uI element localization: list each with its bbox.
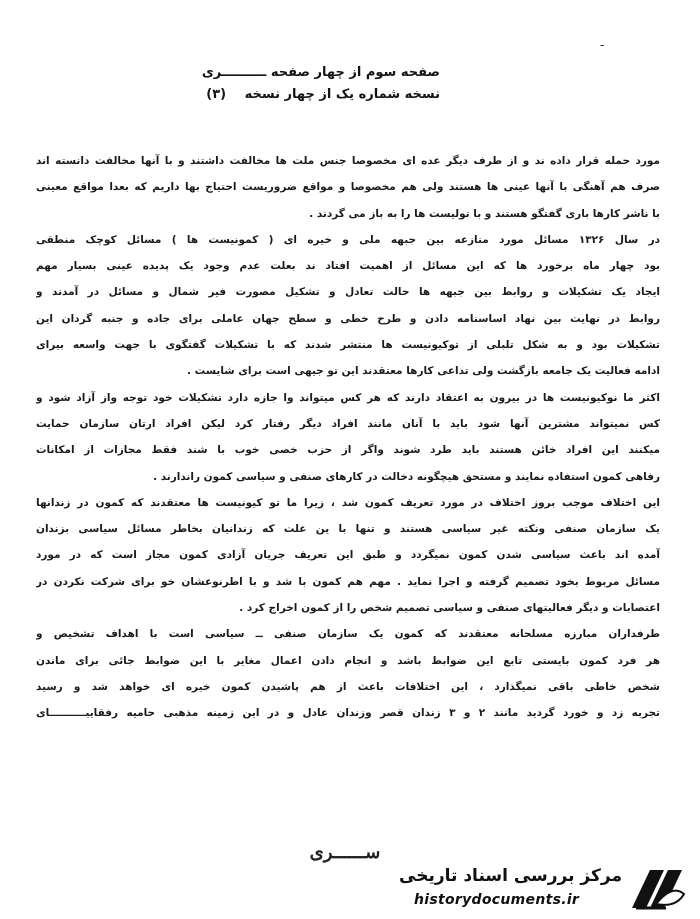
body-line: ایجاد یک تشکیلات و روابط بین جبهه ها حالت تعادل و تشکیل مصورت فیر شمال و مسائل در آمدند و (36, 286, 660, 299)
header-page-count: صفحه سوم از چهار صفحه ــــــــــری (201, 65, 440, 80)
body-line: صرف هم آهنگی با آنها عینی ها هستند ولی هم مخصوصا و مواقع ضروریست احتیاج بها داریم که بعدا مواقع معینی (36, 181, 660, 194)
body-line: ادامه فعالیت یک جامعه بازگشت ولی تداعی کارها معتقدند این تو جیهی است برای شایست . (186, 365, 660, 378)
header-copy-count (30, 84, 440, 106)
body-line: مسائل مربوط بخود تصمیم گرفته و اجرا نماید . مهم هم کمون با شد و با اطرنوعشان خو برای شرکت نکردن در (36, 575, 660, 588)
corner-mark: - (600, 38, 605, 52)
body-line: یک سازمان صنفی ونکته غیر سیاسی هستند و تنها با ین علت که زندانیان بخاطر مسائل سیاسی بزندان (36, 523, 660, 536)
body-line: رفاهی کمون استفاده نمایند و مستحق هیچگونه دخالت در کارهای صنفی و سیاسی کمون راندارند . (153, 470, 660, 483)
body-line: کس نمیتواند مشترین آنها شود باید با آنان مانند افراد دیگر رفتار کرد لیکن افراد ارتان سازمان حمایت (36, 417, 660, 430)
body-line: این اختلاف موجب بروز اختلاف در مورد تعریف کمون شد ، زیرا ما تو کیونیست ها معتقدند که کمون در زندانها (36, 496, 660, 509)
body-line: هر فرد کمون بایستی تابع این ضوابط باشد و انجام دادن اعمال مغایر با این ضوابط جائی برای ماندن (36, 654, 660, 667)
classification-signature: ســــــری (309, 842, 381, 863)
header-copy-number: (۳) (206, 87, 227, 102)
watermark-title: مرکز بررسی اسناد تاریخی (399, 866, 622, 886)
book-pages-logo-icon (626, 864, 690, 914)
watermark (399, 862, 694, 916)
watermark-text (399, 864, 622, 888)
watermark-url: historydocuments.ir (414, 892, 580, 908)
body-line: تشکیلات بود و به شکل تلبلی از توکیونیست ها منتشر شدند که با تشکیلات گفتگوی با جهت واسعه بیرای (36, 339, 660, 352)
body-line: طرفداران مبارزه مسلحانه معتقدند که کمون یک سازمان صنفی ــ سیاسی است با اهداف تشخیص و (36, 628, 660, 641)
body-line: مورد حمله قرار داده ند و از طرف دیگر عده ای مخصوصا جنس ملت ها مخالفت داشتند و با آنها مخالفت دانسته اند (36, 155, 660, 167)
body-line: روابط در نهایت بین نهاد اساسنامه دادن و طرح خطی و سطح جهان عاملی برای جاده و جنبه گردان این (36, 312, 660, 325)
document-header (30, 62, 440, 106)
body-line: بود چهار ماه برخورد ها که این مسائل از اهمیت افتاد ند بعلت عدم وجود یک پدیده عینی بسیار مهم (36, 260, 660, 273)
body-line: میکنند این افراد خائن هستند باید طرد شوند واگر از حزب خصی خوب با شند فقط مجازات از امکانات (36, 444, 660, 457)
body-line: آمده اند باعث سیاسی شدن کمون نمیگردد و طبق این تعریف جریان آزادی کمون مجاز است که در مورد (36, 549, 660, 562)
body-line: اکثر ما نوکیونیست ها در بیرون به اعتقاد دارند که هر کس میتواند وا جازه دارد تشکیلات خود توجه واز آزاد شود و (36, 391, 660, 404)
body-line: شخص خاطی باقی نمیگذارد ، این اختلافات باعث از هم پاشیدن کمون خیره ای خواهد شد و رسید (36, 680, 660, 693)
document-body (36, 148, 660, 727)
body-line: با ناشر کارها باری گفتگو هستند و با تولیست ها را به باز می گردند . (309, 207, 660, 220)
body-line: اعتصابات و دیگر فعالیتهای صنفی و سیاسی تصمیم شخص را از کمون اخراج کرد . (239, 602, 660, 615)
body-line: در سال ۱۳۲۶ مسائل مورد منازعه بین جبهه ملی و خیره ای ( کمونیست ها ) مسائل کوچک منطقی (36, 233, 660, 246)
header-copy-text: نسخه شماره یک از چهار نسخه (244, 87, 440, 102)
body-line: تجربه زد و خورد گردید مانند ۲ و ۳ زندان قصر وزندان عادل و در این زمینه مذهبی حامیه رفقاییــــــــــای (36, 707, 660, 720)
